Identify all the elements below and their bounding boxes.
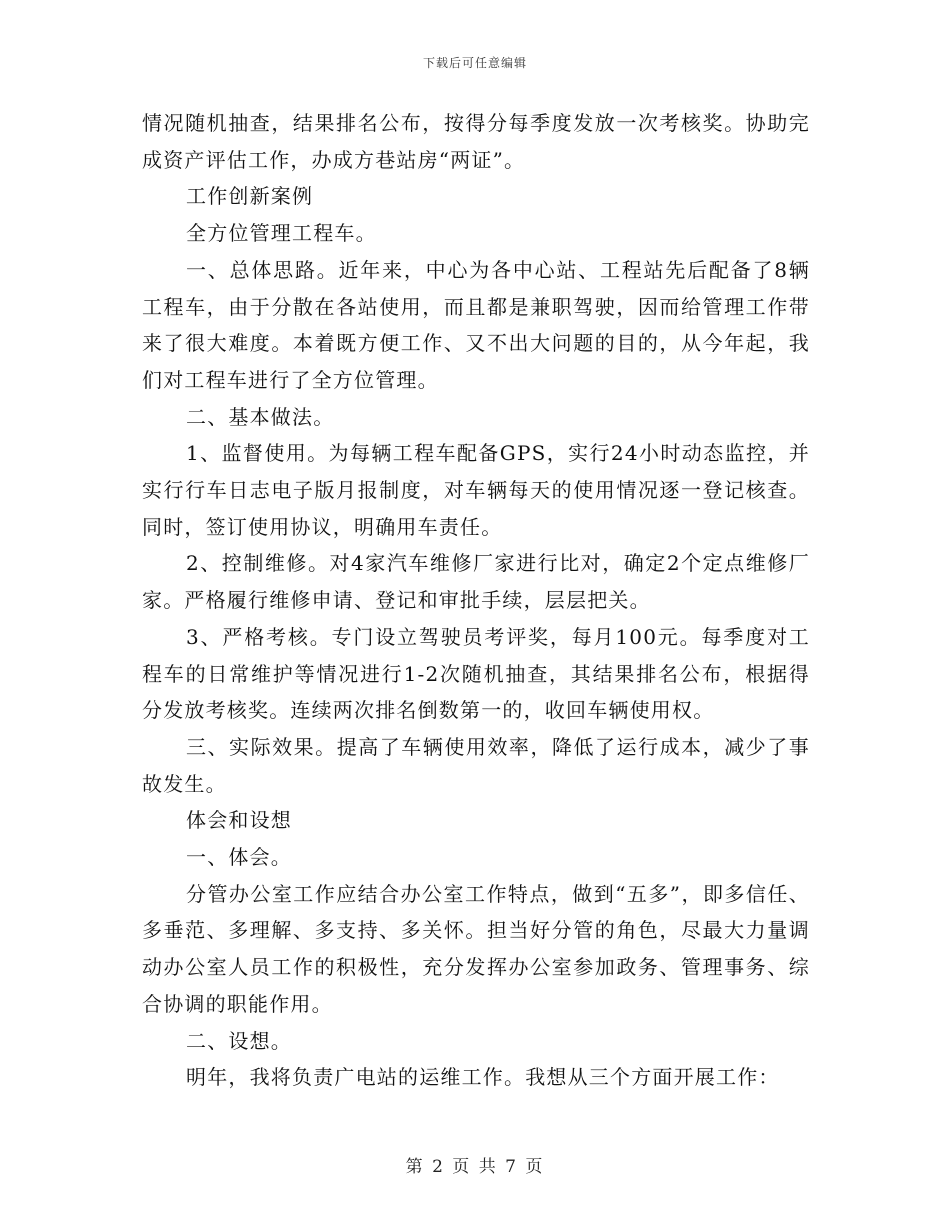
paragraph: 情况随机抽查，结果排名公布，按得分每季度发放一次考核奖。协助完成资产评估工作，办成方巷站房“两证”。	[142, 111, 810, 172]
page-number: 第 2 页 共 7 页	[405, 1157, 545, 1177]
paragraph: 2、控制维修。对4家汽车维修厂家进行比对，确定2个定点维修厂家。严格履行维修申请、登记和审批手续，层层把关。	[142, 551, 810, 613]
subheading: 二、基本做法。	[186, 404, 335, 429]
paragraph: 1、监督使用。为每辆工程车配备GPS，实行24小时动态监控，并实行行车日志电子版月报制度，对车辆每天的使用情况逐一登记核查。同时，签订使用协议，明确用车责任。	[142, 441, 810, 539]
paragraph: 一、总体思路。近年来，中心为各中心站、工程站先后配备了8辆工程车，由于分散在各站使用，而且都是兼职驾驶，因而给管理工作带来了很大难度。本着既方便工作、又不出大问题的目的，从今年起，我们对工程车进行了全方位管理。	[142, 257, 810, 392]
body-text	[142, 105, 810, 1096]
paragraph: 明年，我将负责广电站的运维工作。我想从三个方面开展工作：	[186, 1065, 780, 1090]
subheading: 一、体会。	[186, 845, 292, 870]
paragraph: 3、严格考核。专门设立驾驶员考评奖，每月100元。每季度对工程车的日常维护等情况进行1-2次随机抽查，其结果排名公布，根据得分发放考核奖。连续两次排名倒数第一的，收回车辆使用权。	[142, 624, 810, 723]
case-title: 全方位管理工程车。	[186, 221, 377, 246]
section-heading: 体会和设想	[186, 808, 292, 833]
paragraph: 三、实际效果。提高了车辆使用效率，降低了运行成本，减少了事故发生。	[142, 734, 810, 796]
section-heading: 工作创新案例	[186, 184, 314, 209]
header-note: 下载后可任意编辑	[422, 56, 527, 70]
paragraph: 分管办公室工作应结合办公室工作特点，做到“五多”，即多信任、多垂范、多理解、多支持、多关怀。担当好分管的角色，尽最大力量调动办公室人员工作的积极性，充分发挥办公室参加政务、管理事务、综合协调的职能作用。	[142, 881, 810, 1016]
subheading: 二、设想。	[186, 1028, 292, 1053]
